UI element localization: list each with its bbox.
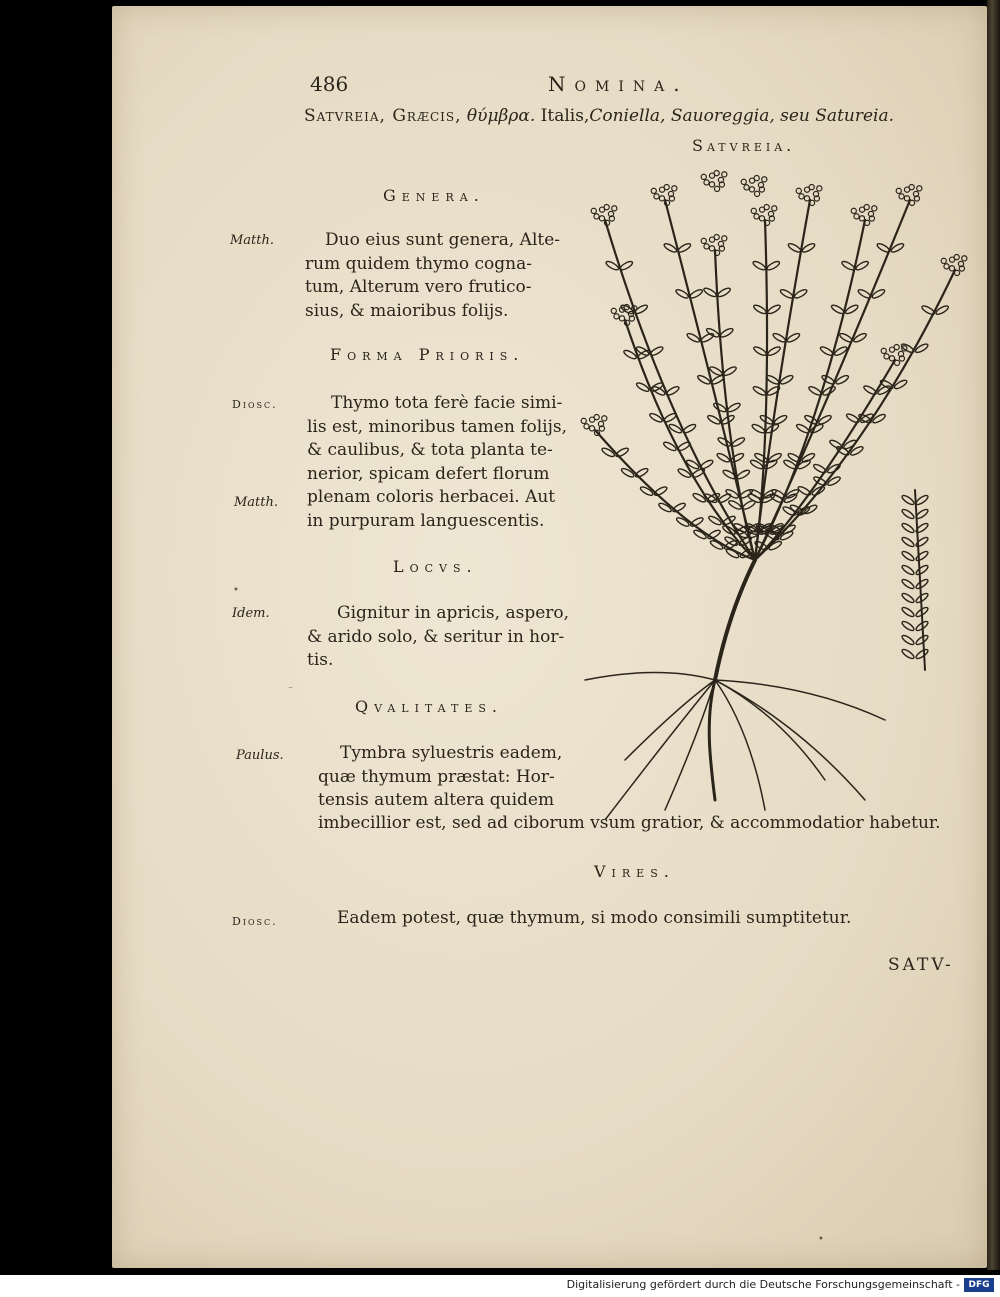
text-line: in purpuram languescentis. bbox=[307, 510, 545, 531]
vires-line: Eadem potest, quæ thymum, si modo consimili sumptitetur. bbox=[337, 908, 852, 928]
text-line: nerior, spicam defert florum bbox=[307, 463, 550, 484]
footer-credit: Digitalisierung gefördert durch die Deutsche Forschungsgemeinschaft - bbox=[566, 1278, 960, 1291]
forma-margin-note-2: Matth. bbox=[234, 495, 279, 510]
text-line: Tymbra syluestris eadem, bbox=[340, 743, 563, 763]
figure-caption: Satvreia. bbox=[692, 136, 796, 155]
qualitates-margin-note: Paulus. bbox=[236, 748, 284, 763]
text-line: & arido solo, & seritur in hor- bbox=[307, 626, 565, 647]
text-line: sius, & maioribus folijs. bbox=[305, 300, 509, 321]
page-number: 486 bbox=[310, 72, 349, 96]
dfg-logo: DFG bbox=[964, 1278, 994, 1292]
satureia-woodcut-illustration bbox=[565, 160, 975, 820]
names-italian: Coniella, Sauoreggia, seu Satureia. bbox=[589, 106, 895, 126]
stray-mark: • bbox=[818, 1234, 824, 1245]
catchword: SATV- bbox=[888, 955, 954, 975]
text-line: lis est, minoribus tamen folijs, bbox=[307, 416, 567, 437]
qualitates-heading: Qvalitates. bbox=[355, 697, 503, 716]
names-italis: Italis, bbox=[540, 106, 590, 126]
forma-margin-note-1: Diosc. bbox=[232, 398, 278, 411]
text-line: tis. bbox=[307, 650, 334, 670]
text-line: plenam coloris herbacei. Aut bbox=[307, 487, 556, 507]
locus-heading: Locvs. bbox=[393, 557, 478, 576]
text-line: Gignitur in apricis, aspero, bbox=[337, 603, 570, 623]
genera-margin-note: Matth. bbox=[230, 233, 275, 248]
locus-margin-note: Idem. bbox=[232, 606, 270, 621]
names-line bbox=[304, 106, 894, 126]
forma-paragraph bbox=[307, 392, 575, 533]
text-line: tensis autem altera quidem bbox=[318, 790, 555, 810]
text-line: Duo eius sunt genera, Alte- bbox=[325, 230, 561, 250]
forma-heading: Forma Prioris. bbox=[330, 345, 525, 364]
genera-paragraph bbox=[305, 229, 573, 323]
qualitates-full-line: imbecillior est, sed ad ciborum vsum gratior, & accommodatior habetur. bbox=[318, 813, 941, 833]
page-edge bbox=[987, 0, 1000, 1270]
locus-paragraph bbox=[307, 602, 575, 673]
qualitates-paragraph bbox=[318, 742, 580, 813]
running-head: Nomina. bbox=[548, 72, 689, 96]
genera-heading: Genera. bbox=[383, 186, 485, 205]
text-line: tum, Alterum vero frutico- bbox=[305, 277, 532, 297]
stray-mark: ⁻ bbox=[288, 685, 294, 696]
text-line: & caulibus, & tota planta te- bbox=[307, 440, 553, 460]
text-line: quæ thymum præstat: Hor- bbox=[318, 766, 555, 787]
vires-heading: Vires. bbox=[594, 862, 675, 881]
text-line: Thymo tota ferè facie simi- bbox=[331, 393, 563, 413]
stray-mark: • bbox=[233, 585, 239, 596]
names-lead: Satvreia, Græcis, bbox=[304, 106, 462, 126]
names-greek: θύμβρα. bbox=[466, 106, 536, 126]
vires-margin-note: Diosc. bbox=[232, 915, 278, 928]
text-line: rum quidem thymo cogna- bbox=[305, 253, 532, 274]
